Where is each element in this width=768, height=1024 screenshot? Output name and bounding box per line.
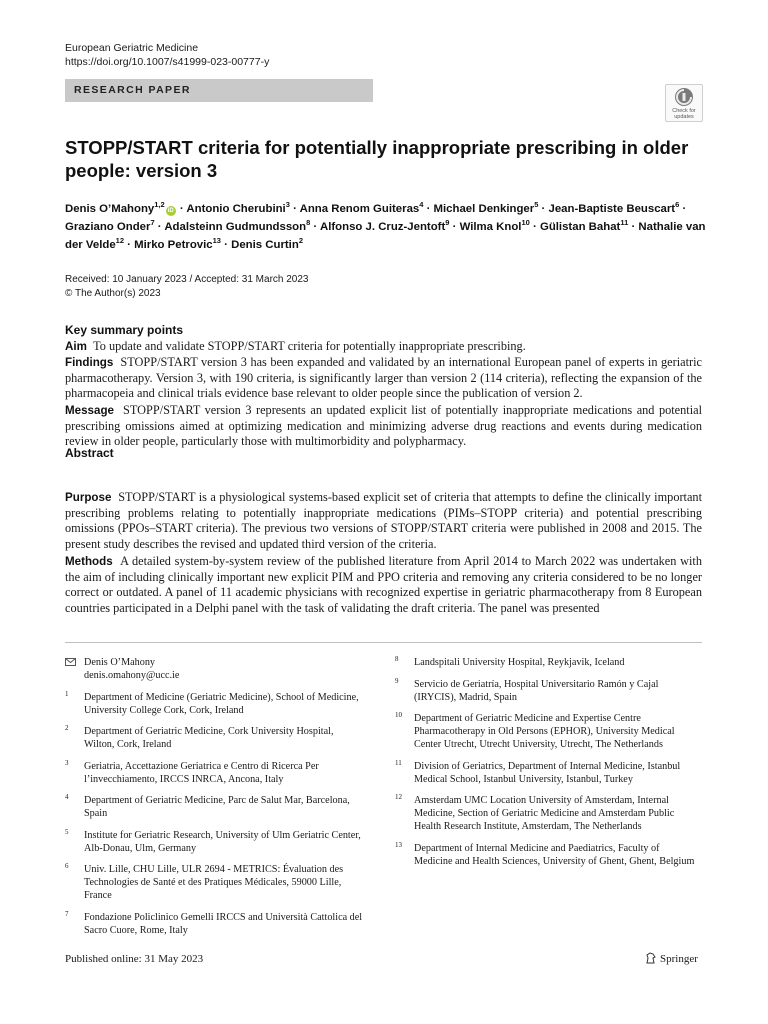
- affiliation-item: [395, 656, 695, 669]
- affiliation-item: [65, 911, 365, 937]
- author-name: Graziano Onder: [65, 221, 151, 233]
- affiliation-item: [395, 678, 695, 704]
- affiliation-item: [65, 863, 365, 902]
- author-affiliation-marker: 4: [419, 200, 424, 210]
- author[interactable]: [231, 236, 303, 251]
- affiliation-number: 5: [65, 827, 69, 836]
- springer-horse-icon: [645, 952, 657, 964]
- summary-findings: [65, 355, 702, 402]
- affiliation-item: [65, 760, 365, 786]
- author-name: Mirko Petrovic: [134, 239, 213, 251]
- received-accepted-dates: Received: 10 January 2023 / Accepted: 31 March 2023: [65, 274, 309, 285]
- affiliation-text: Department of Medicine (Geriatric Medicine), School of Medicine, University College Cork, Cork, Ireland: [84, 691, 359, 716]
- author-name: Denis Curtin: [231, 239, 299, 251]
- affiliation-number: 6: [65, 862, 69, 870]
- purpose-text: STOPP/START is a physiological systems-based explicit set of criteria that attempts to define the clinically important prescribing problems relating to potentially inappropriate medications (PIMs–STOPP criteria) and potential prescribing omissions (PPOs–START criteria). The previous two versions of STOPP/START criteria were published in 2008 and 2015. The present study describes the revised and updated third version of the criteria.: [65, 490, 702, 551]
- footnote-divider: [65, 642, 702, 643]
- orcid-icon[interactable]: iD: [167, 208, 174, 214]
- author-affiliation-marker: 3: [285, 200, 290, 210]
- article-type-banner: RESEARCH PAPER: [65, 79, 373, 102]
- affiliation-number: 9: [395, 676, 399, 685]
- check-updates-label: Check for updates: [672, 108, 696, 120]
- affiliation-text: Servicio de Geriatría, Hospital Universitario Ramón y Cajal (IRYCIS), Madrid, Spain: [414, 678, 659, 703]
- affiliation-item: [395, 712, 695, 751]
- affiliation-text: Amsterdam UMC Location University of Amsterdam, Internal Medicine, Section of Geriatric Medicine and Amsterdam Public Health Research Institute, Amsterdam, The Netherlands: [414, 795, 675, 832]
- affiliation-text: Department of Geriatric Medicine and Expertise Centre Pharmacotherapy in Old Persons (EPHOR), University Medical Center Utrecht, Utrecht University, Utrecht, The Netherlands: [414, 713, 675, 750]
- affiliation-number: 2: [65, 724, 69, 732]
- author[interactable]: [433, 200, 539, 215]
- affiliation-item: [65, 725, 365, 751]
- author[interactable]: [134, 236, 221, 251]
- author-name: Jean-Baptiste Beuscart: [548, 203, 676, 215]
- affiliation-number: 3: [65, 758, 69, 767]
- affiliation-number: 8: [395, 655, 399, 663]
- affiliation-item: [65, 656, 365, 682]
- affiliation-item: [395, 760, 695, 786]
- journal-name: European Geriatric Medicine: [65, 42, 199, 54]
- publisher-name: Springer: [660, 953, 698, 965]
- copyright-notice: © The Author(s) 2023: [65, 288, 161, 299]
- message-text: STOPP/START version 3 represents an updated explicit list of potentially inappropriate medications and potential prescribing omissions aimed at optimizing medication and minimizing adverse drug reactions and events during medication review in older people, particularly those with multimorbidity and polypharmacy.: [65, 403, 702, 449]
- affiliation-item: [395, 842, 695, 868]
- publisher-logo: [645, 952, 698, 966]
- affiliation-text: Fondazione Policlinico Gemelli IRCCS and Università Cattolica del Sacro Cuore, Rome, Italy: [84, 911, 363, 936]
- author-name: Nathalie van der Velde: [65, 221, 706, 251]
- author-name: Michael Denkinger: [433, 203, 535, 215]
- author-name: Anna Renom Guiteras: [299, 203, 420, 215]
- affiliation-text: Department of Internal Medicine and Paediatrics, Faculty of Medicine and Health Sciences, University of Ghent, Ghent, Belgium: [414, 842, 695, 867]
- affiliations-right: [395, 656, 695, 876]
- author[interactable]: [65, 218, 155, 233]
- affiliation-text: Department of Geriatric Medicine, Cork University Hospital, Wilton, Cork, Ireland: [84, 726, 334, 750]
- author-affiliation-marker: 11: [620, 218, 629, 228]
- author[interactable]: [319, 218, 450, 233]
- author-affiliation-marker: 13: [212, 236, 221, 246]
- abstract-methods: [65, 554, 702, 616]
- affiliation-number: 7: [65, 909, 69, 918]
- published-online-date: Published online: 31 May 2023: [65, 953, 204, 965]
- affiliation-text: Landspitali University Hospital, Reykjavik, Iceland: [414, 657, 625, 668]
- methods-text: A detailed system-by-system review of the published literature from April 2014 to March 2022 was undertaken with the aim of including clinically important new explicit PIM and PPO criteria and removing any criteria considered to be no longer correct or outdated. A panel of 11 academic physicians with recognized expertise in geriatric pharmacotherapy from 8 European countries participated in a Delphi panel with the task of validating the draft criteria. The panel was presented: [65, 554, 702, 615]
- affiliation-item: [65, 829, 365, 855]
- author-affiliation-marker: 1,2: [154, 200, 165, 210]
- author[interactable]: [548, 200, 680, 215]
- methods-label: Methods: [65, 555, 113, 568]
- author-name: Gülistan Bahat: [539, 221, 621, 233]
- affiliation-item: [395, 794, 695, 833]
- author-affiliation-marker: 6: [675, 200, 680, 210]
- affiliation-text: Denis O’Mahony denis.omahony@ucc.ie: [84, 657, 180, 681]
- author-affiliation-marker: 5: [534, 200, 539, 210]
- aim-text: To update and validate STOPP/START criteria for potentially inappropriate prescribing.: [93, 339, 526, 353]
- mail-icon[interactable]: [65, 657, 76, 670]
- affiliation-number: 12: [395, 793, 402, 801]
- author[interactable]: [459, 218, 530, 233]
- affiliation-item: [65, 691, 365, 717]
- affiliations-left: [65, 656, 365, 945]
- affiliation-text: Department of Geriatric Medicine, Parc de Salut Mar, Barcelona, Spain: [84, 795, 350, 819]
- author-affiliation-marker: 2: [298, 236, 303, 246]
- aim-label: Aim: [65, 340, 87, 353]
- author-name: Wilma Knol: [459, 221, 522, 233]
- author-affiliation-marker: 12: [115, 236, 124, 246]
- affiliation-number: 1: [65, 689, 69, 698]
- author-list: Denis O’Mahony$^{1,2}$iD · Antonio Cherubini$^3$ · Anna Renom Guiteras$^4$ · Michael Denkinger$^5$ · Jean-Baptiste Beuscart$^6$ · Graziano Onder$^7$ · Adalsteinn Gudmundsson$^8$ · Alfonso J. Cruz-Jentoft$^9$ · Wilma Knol$^{10}$ · Gülistan Bahat$^{11}$ · Nathalie van der Velde$^{12}$ · Mirko Petrovic$^{13}$ · Denis Curtin$^2$: [65, 200, 706, 251]
- author[interactable]: [186, 200, 290, 215]
- author-name: Alfonso J. Cruz-Jentoft: [319, 221, 446, 233]
- author[interactable]: [539, 218, 629, 233]
- summary-aim: [65, 339, 702, 355]
- check-for-updates-button[interactable]: [665, 84, 703, 122]
- affiliation-text: Geriatria, Accettazione Geriatrica e Centro di Ricerca Per l’invecchiamento, IRCCS INRCA, Ancona, Italy: [84, 760, 319, 785]
- affiliation-number: 11: [395, 758, 402, 767]
- affiliation-item: [65, 794, 365, 820]
- author[interactable]: [65, 200, 177, 215]
- article-title: STOPP/START criteria for potentially inappropriate prescribing in older people: version 3: [65, 137, 689, 181]
- affiliation-number: 10: [395, 711, 402, 719]
- author-name: Denis O’Mahony: [65, 203, 155, 215]
- doi-link[interactable]: https://doi.org/10.1007/s41999-023-00777-y: [65, 56, 270, 68]
- author-name: Adalsteinn Gudmundsson: [164, 221, 307, 233]
- findings-label: Findings: [65, 356, 114, 369]
- check-updates-icon: [674, 87, 694, 107]
- author[interactable]: [299, 200, 424, 215]
- author-affiliation-marker: 7: [150, 218, 155, 228]
- author[interactable]: [164, 218, 311, 233]
- message-label: Message: [65, 404, 114, 417]
- author-name: Antonio Cherubini: [186, 203, 286, 215]
- purpose-label: Purpose: [65, 491, 112, 504]
- abstract-purpose: [65, 490, 702, 552]
- author-affiliation-marker: 8: [306, 218, 311, 228]
- affiliation-number: 4: [65, 793, 69, 801]
- key-summary-heading: Key summary points: [65, 323, 184, 337]
- author-affiliation-marker: 10: [521, 218, 530, 228]
- affiliation-text: Univ. Lille, CHU Lille, ULR 2694 - METRICS: Évaluation des Technologies de Santé et des Pratiques Médicales, 59000 Lille, France: [84, 864, 344, 901]
- summary-message: [65, 403, 702, 450]
- findings-text: STOPP/START version 3 has been expanded and validated by an international European panel of experts in geriatric pharmacotherapy. Version 3, with 190 criteria, is significantly larger than version 2 (114 criteria), reflecting the expansion of the pharmacopeia and clinical trials evidence base relevant to older people since the publication of version 2.: [65, 355, 702, 401]
- author-affiliation-marker: 9: [445, 218, 450, 228]
- abstract-heading: Abstract: [65, 446, 114, 460]
- affiliation-text: Institute for Geriatric Research, University of Ulm Geriatric Center, Alb-Donau, Ulm, Germany: [84, 829, 361, 854]
- affiliation-text: Division of Geriatrics, Department of Internal Medicine, Istanbul Medical School, Istanbul University, Istanbul, Turkey: [414, 760, 681, 785]
- affiliation-number: 13: [395, 840, 402, 849]
